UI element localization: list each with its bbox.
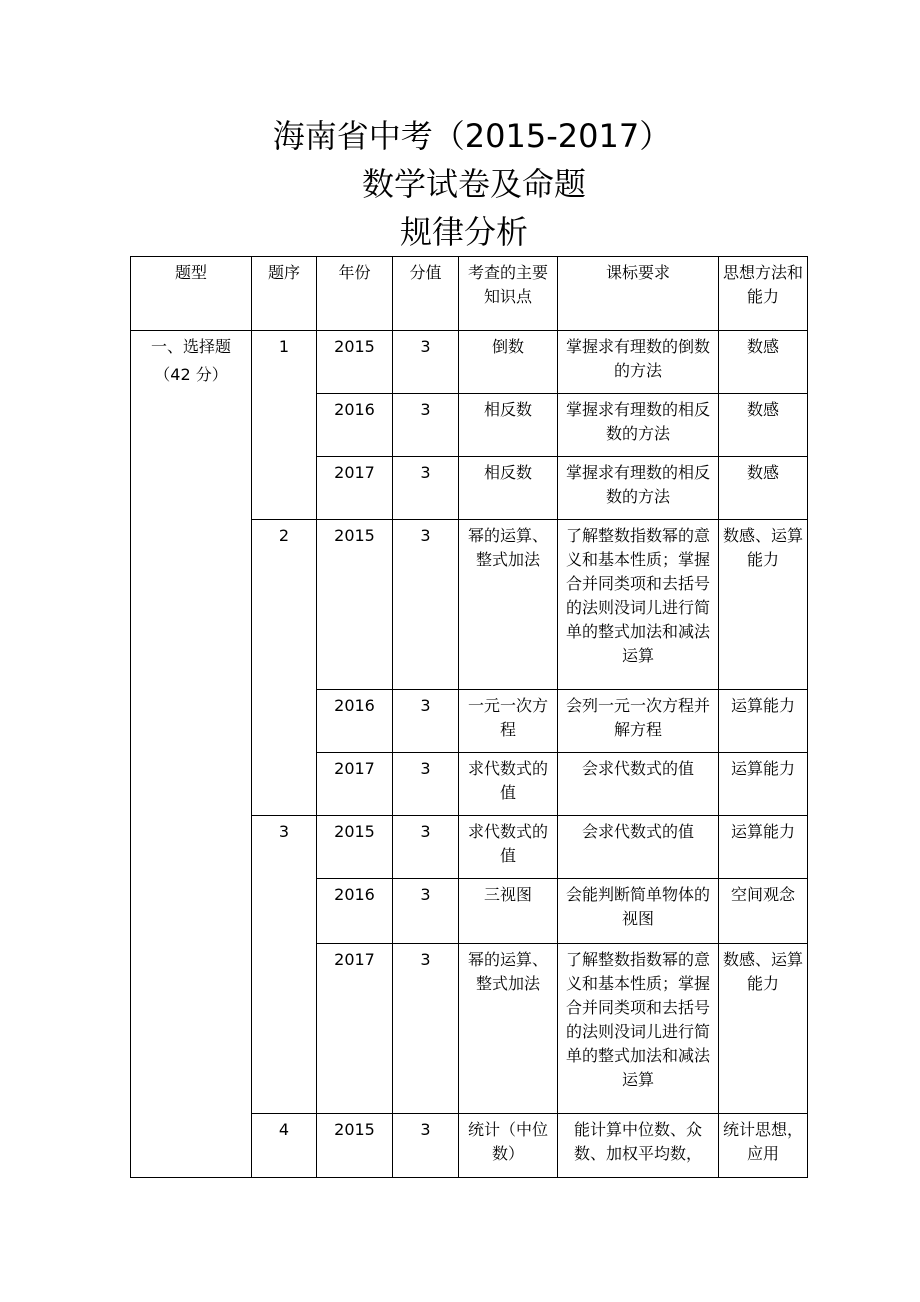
year-cell: 2017 [317, 457, 393, 520]
header-score: 分值 [393, 257, 459, 331]
method-cell: 数感、运算能力 [719, 944, 808, 1114]
method-cell: 统计思想，应用 [719, 1114, 808, 1178]
knowledge-cell: 求代数式的值 [459, 753, 558, 816]
year-cell: 2016 [317, 690, 393, 753]
year-cell: 2015 [317, 520, 393, 690]
knowledge-cell: 一元一次方程 [459, 690, 558, 753]
year-cell: 2015 [317, 331, 393, 394]
category-name: 一、选择题 [150, 337, 231, 356]
standard-cell: 会能判断简单物体的视图 [558, 879, 719, 944]
table-row [131, 331, 808, 394]
page-title-line-1: 海南省中考（2015-2017） [272, 117, 672, 155]
score-cell: 3 [393, 457, 459, 520]
score-cell: 3 [393, 520, 459, 690]
method-cell: 数感、运算能力 [719, 520, 808, 690]
knowledge-cell: 求代数式的值 [459, 816, 558, 879]
year-cell: 2017 [317, 753, 393, 816]
method-cell: 运算能力 [719, 816, 808, 879]
standard-cell: 掌握求有理数的倒数的方法 [558, 331, 719, 394]
standard-cell: 掌握求有理数的相反数的方法 [558, 457, 719, 520]
standard-cell: 会求代数式的值 [558, 753, 719, 816]
year-cell: 2015 [317, 816, 393, 879]
header-row [131, 257, 808, 331]
knowledge-cell: 倒数 [459, 331, 558, 394]
method-cell: 空间观念 [719, 879, 808, 944]
score-cell: 3 [393, 690, 459, 753]
question-seq: 1 [252, 331, 317, 520]
standard-cell: 了解整数指数幂的意义和基本性质；掌握合并同类项和去括号的法则没词儿进行简单的整式加法和减法运算 [558, 520, 719, 690]
method-cell: 数感 [719, 457, 808, 520]
year-cell: 2016 [317, 394, 393, 457]
standard-cell: 了解整数指数幂的意义和基本性质；掌握合并同类项和去括号的法则没词儿进行简单的整式加法和减法运算 [558, 944, 719, 1114]
score-cell: 3 [393, 331, 459, 394]
question-seq: 3 [252, 816, 317, 1114]
question-seq: 2 [252, 520, 317, 816]
score-cell: 3 [393, 944, 459, 1114]
header-year: 年份 [317, 257, 393, 331]
standard-cell: 会求代数式的值 [558, 816, 719, 879]
standard-cell: 能计算中位数、众数、加权平均数， [558, 1114, 719, 1178]
score-cell: 3 [393, 879, 459, 944]
category-points: （42 分） [154, 365, 228, 384]
page-title-line-3: 规律分析 [399, 213, 528, 251]
knowledge-cell: 相反数 [459, 394, 558, 457]
knowledge-cell: 三视图 [459, 879, 558, 944]
header-knowledge: 考查的主要知识点 [459, 257, 558, 331]
knowledge-cell: 幂的运算、整式加法 [459, 944, 558, 1114]
header-seq: 题序 [252, 257, 317, 331]
knowledge-cell: 相反数 [459, 457, 558, 520]
analysis-table [130, 256, 808, 1178]
knowledge-cell: 统计（中位数） [459, 1114, 558, 1178]
score-cell: 3 [393, 394, 459, 457]
header-type: 题型 [131, 257, 252, 331]
knowledge-cell: 幂的运算、整式加法 [459, 520, 558, 690]
method-cell: 运算能力 [719, 753, 808, 816]
year-cell: 2015 [317, 1114, 393, 1178]
method-cell: 数感 [719, 331, 808, 394]
score-cell: 3 [393, 816, 459, 879]
category-cell [131, 331, 252, 1178]
method-cell: 运算能力 [719, 690, 808, 753]
year-cell: 2017 [317, 944, 393, 1114]
standard-cell: 会列一元一次方程并解方程 [558, 690, 719, 753]
score-cell: 3 [393, 753, 459, 816]
score-cell: 3 [393, 1114, 459, 1178]
method-cell: 数感 [719, 394, 808, 457]
question-seq: 4 [252, 1114, 317, 1178]
header-standard: 课标要求 [558, 257, 719, 331]
year-cell: 2016 [317, 879, 393, 944]
header-method: 思想方法和能力 [719, 257, 808, 331]
standard-cell: 掌握求有理数的相反数的方法 [558, 394, 719, 457]
page-title-line-2: 数学试卷及命题 [361, 165, 586, 203]
